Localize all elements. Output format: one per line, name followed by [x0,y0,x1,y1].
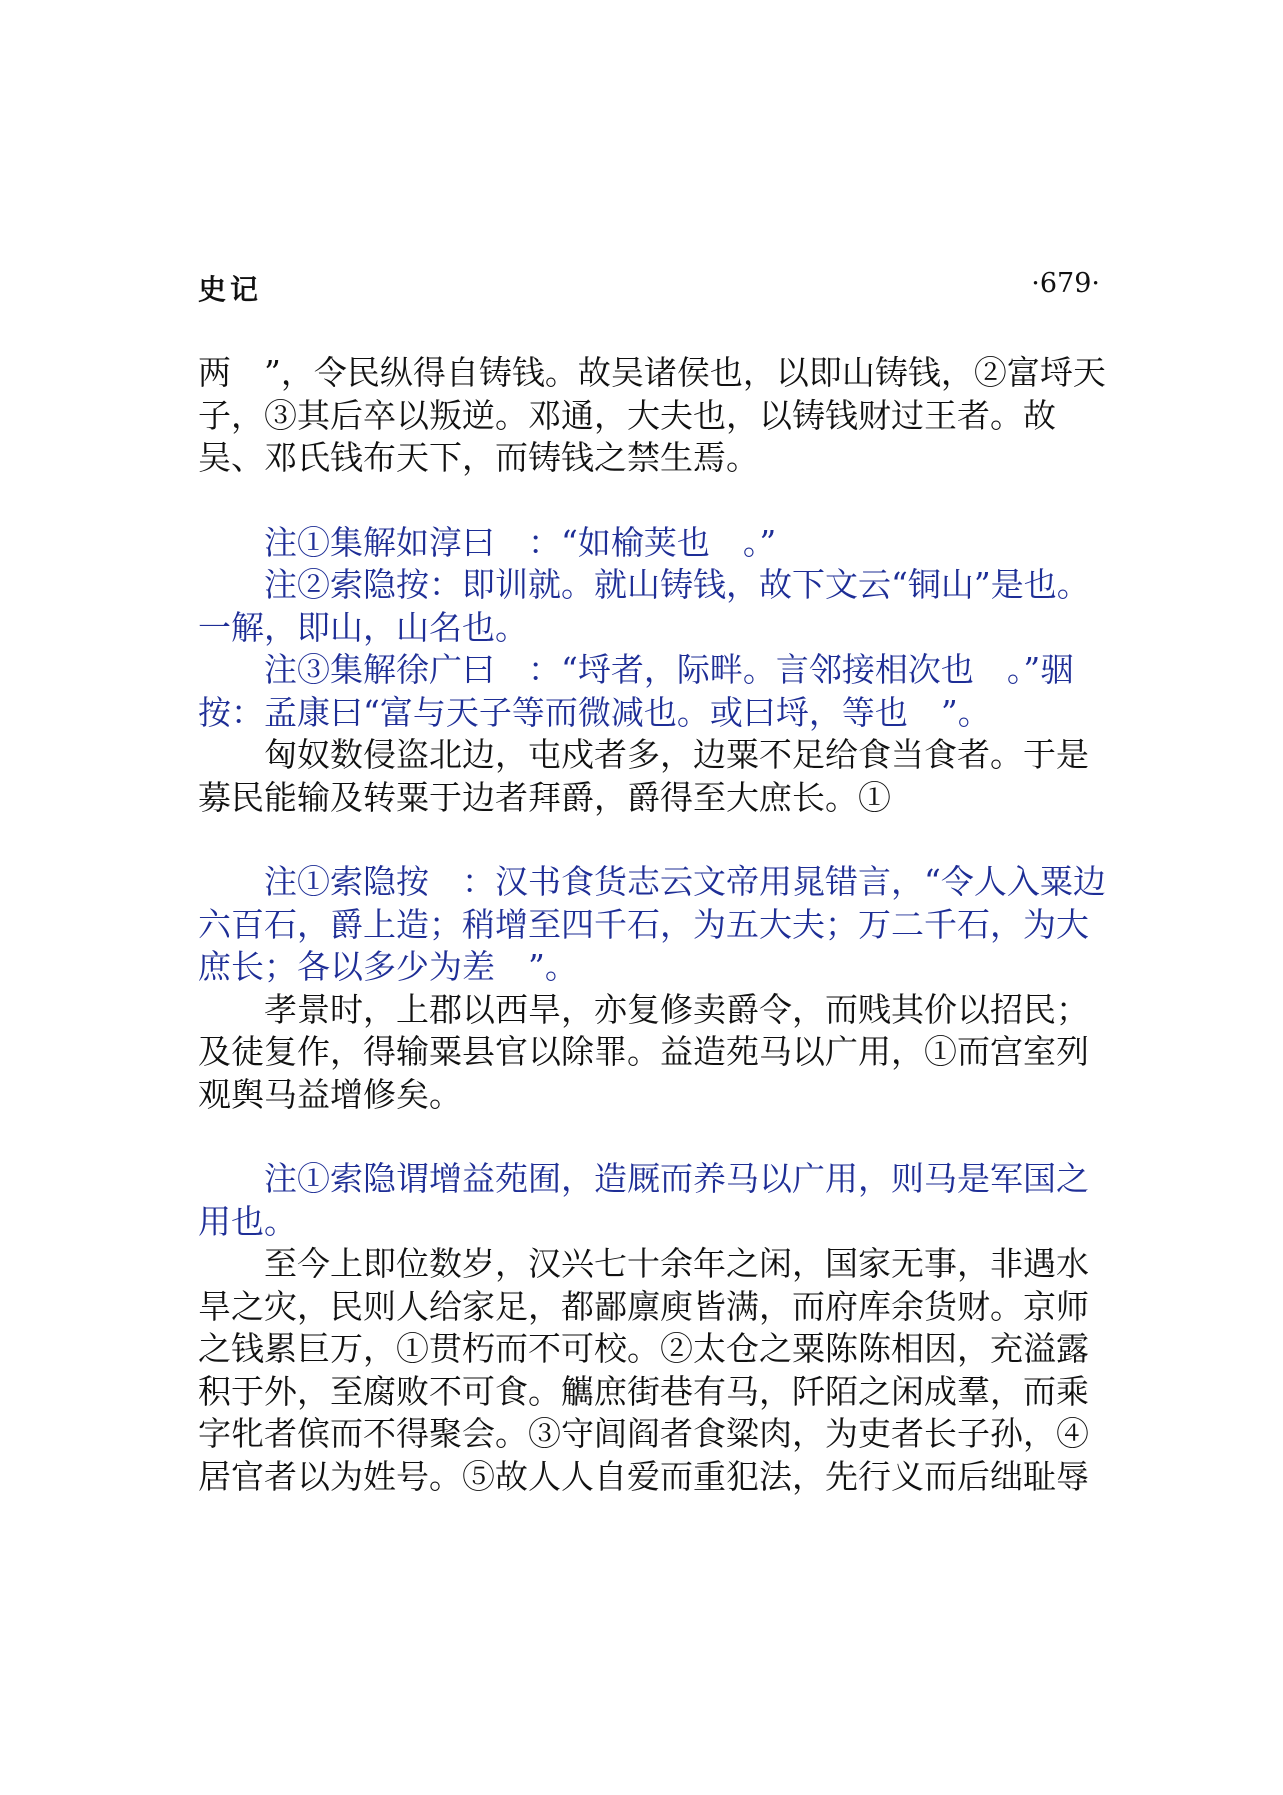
body-paragraph: 两 ”，令民纵得自铸钱。故吴诸侯也，以即山铸钱，②富埒天子，③其后卒以叛逆。邓通，大夫也，以铸钱财过王者。故吴、邓氏钱布天下，而铸钱之禁生焉。 [198,353,1106,477]
page-number: ·679· [1031,268,1100,299]
annotation-note: 注①索隐谓增益苑囿，造厩而养马以广用，则马是军国之用也。 [198,1159,1089,1241]
annotation-note: 注③集解徐广曰 ：“埒者，际畔。言邻接相次也 。”骃按：孟康曰“富与天子等而微减也。或曰埒，等也 ”。 [198,650,1074,732]
body-paragraph: 孝景时，上郡以西旱，亦复修卖爵令，而贱其价以招民；及徒复作，得输粟县官以除罪。益造苑马以广用，①而宫室列观舆马益增修矣。 [198,989,1089,1114]
spacer [198,819,1118,861]
spacer [198,480,1118,522]
annotation-note: 注①索隐按 ：汉书食货志云文帝用晁错言，“令人入粟边六百石，爵上造；稍增至四千石，为五大夫；万二千石，为大庶长；各以多少为差 ”。 [198,862,1106,986]
body-paragraph: 匈奴数侵盗北边，屯戍者多，边粟不足给食当食者。于是募民能输及转粟于边者拜爵，爵得至大庶长。① [198,735,1089,817]
spacer [198,1116,1118,1158]
page-body [198,352,1118,1498]
page [198,268,1118,1498]
annotation-note: 注②索隐按：即训就。就山铸钱，故下文云“铜山”是也。一解，即山，山名也。 [198,565,1090,647]
book-title: 史记 [198,273,263,306]
body-paragraph: 至今上即位数岁，汉兴七十余年之闲，国家无事，非遇水旱之灾，民则人给家足，都鄙廪庾皆满，而府库余货财。京师之钱累巨万，①贯朽而不可校。②太仓之粟陈陈相因，充溢露积于外，至腐败不可食。觽庶街巷有马，阡陌之闲成羣，而乘字牝者傧而不得聚会。③守闾阎者食粱肉，为吏者长子孙，④居官者以为姓号。⑤故人人自爱而重犯法，先行义而后绌耻辱 [198,1244,1089,1496]
annotation-note: 注①集解如淳曰 ：“如榆荚也 。” [264,522,777,562]
page-header [198,268,1118,308]
